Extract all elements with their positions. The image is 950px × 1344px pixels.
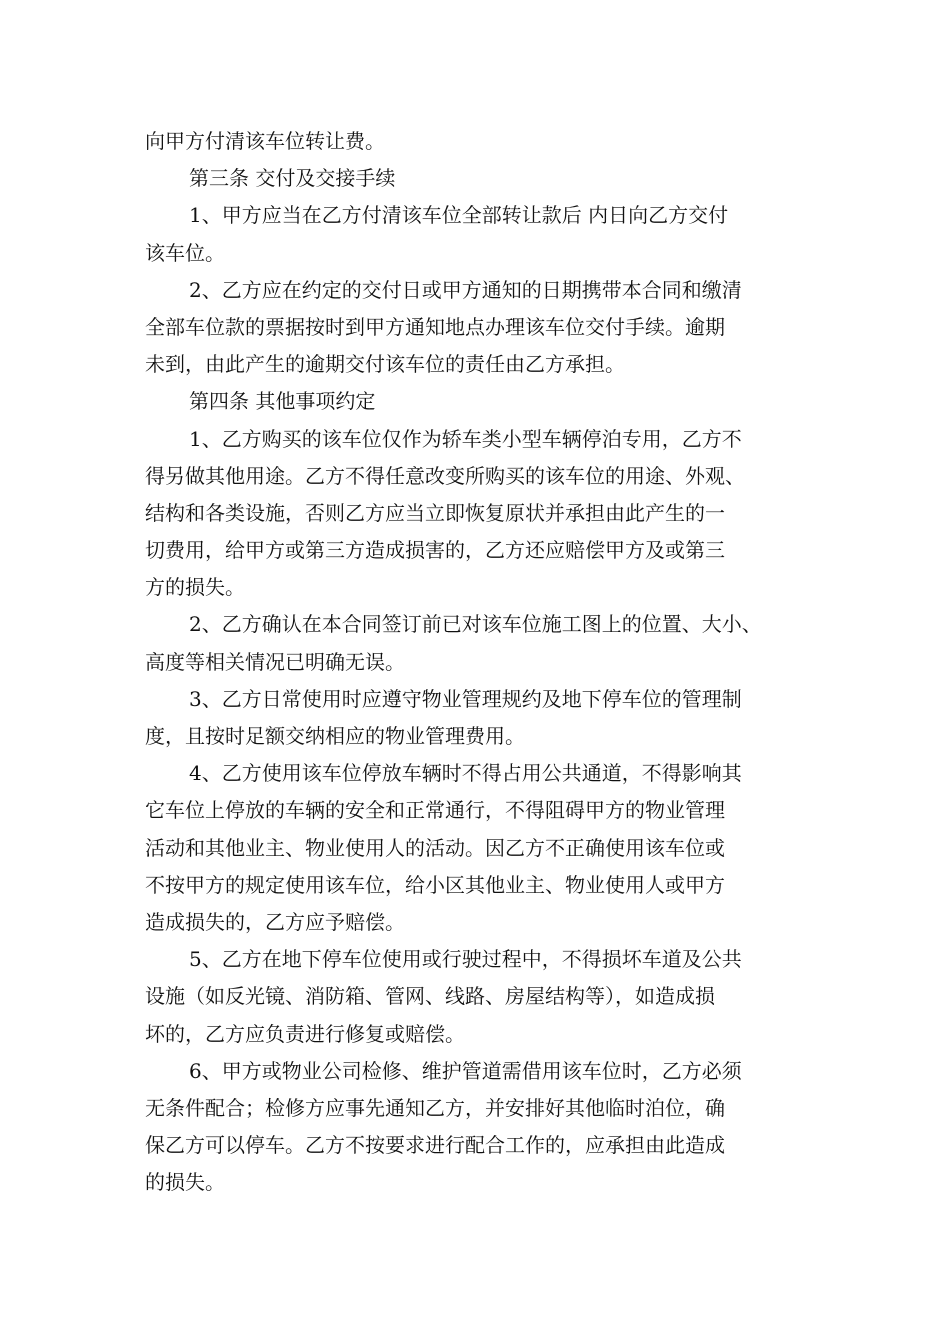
text-line: 切费用，给甲方或第三方造成损害的，乙方还应赔偿甲方及或第三 xyxy=(145,538,725,563)
text-line: 活动和其他业主、物业使用人的活动。因乙方不正确使用该车位或 xyxy=(145,835,725,860)
text-line: 坏的，乙方应负责进行修复或赔偿。 xyxy=(145,1021,465,1046)
text-line: 高度等相关情况已明确无误。 xyxy=(145,649,405,674)
text-line: 3、乙方日常使用时应遵守物业管理规约及地下停车位的管理制 xyxy=(189,686,742,711)
text-line: 6、甲方或物业公司检修、维护管道需借用该车位时，乙方必须 xyxy=(189,1058,742,1083)
text-line: 全部车位款的票据按时到甲方通知地点办理该车位交付手续。逾期 xyxy=(145,314,725,339)
text-line: 的损失。 xyxy=(145,1170,225,1195)
text-line: 不按甲方的规定使用该车位，给小区其他业主、物业使用人或甲方 xyxy=(145,872,725,897)
text-line: 第三条 交付及交接手续 xyxy=(189,166,396,191)
text-line: 5、乙方在地下停车位使用或行驶过程中，不得损坏车道及公共 xyxy=(189,947,742,972)
text-line: 设施（如反光镜、消防箱、管网、线路、房屋结构等），如造成损 xyxy=(145,984,715,1009)
text-line: 它车位上停放的车辆的安全和正常通行，不得阻碍甲方的物业管理 xyxy=(145,798,725,823)
text-line: 该车位。 xyxy=(145,240,225,265)
text-line: 结构和各类设施，否则乙方应当立即恢复原状并承担由此产生的一 xyxy=(145,500,725,525)
text-line: 向甲方付清该车位转让费。 xyxy=(145,129,385,153)
document-body xyxy=(145,123,823,1201)
text-line: 造成损失的，乙方应予赔偿。 xyxy=(145,909,405,934)
text-line: 保乙方可以停车。乙方不按要求进行配合工作的，应承担由此造成 xyxy=(145,1133,725,1158)
text-line: 4、乙方使用该车位停放车辆时不得占用公共通道，不得影响其 xyxy=(189,761,742,786)
text-line: 2、乙方应在约定的交付日或甲方通知的日期携带本合同和缴清 xyxy=(189,277,742,302)
text-line: 1、乙方购买的该车位仅作为轿车类小型车辆停泊专用，乙方不 xyxy=(189,426,742,451)
text-line: 方的损失。 xyxy=(145,575,245,600)
text-line: 度，且按时足额交纳相应的物业管理费用。 xyxy=(145,724,525,748)
text-line: 无条件配合；检修方应事先通知乙方，并安排好其他临时泊位，确 xyxy=(145,1095,725,1120)
text-line: 2、乙方确认在本合同签订前已对该车位施工图上的位置、大小、 xyxy=(189,612,762,637)
text-line: 第四条 其他事项约定 xyxy=(189,389,376,414)
text-line: 得另做其他用途。乙方不得任意改变所购买的该车位的用途、外观、 xyxy=(145,463,745,488)
text-line: 1、甲方应当在乙方付清该车位全部转让款后 内日向乙方交付 xyxy=(189,203,729,228)
text-line: 未到，由此产生的逾期交付该车位的责任由乙方承担。 xyxy=(145,352,625,377)
